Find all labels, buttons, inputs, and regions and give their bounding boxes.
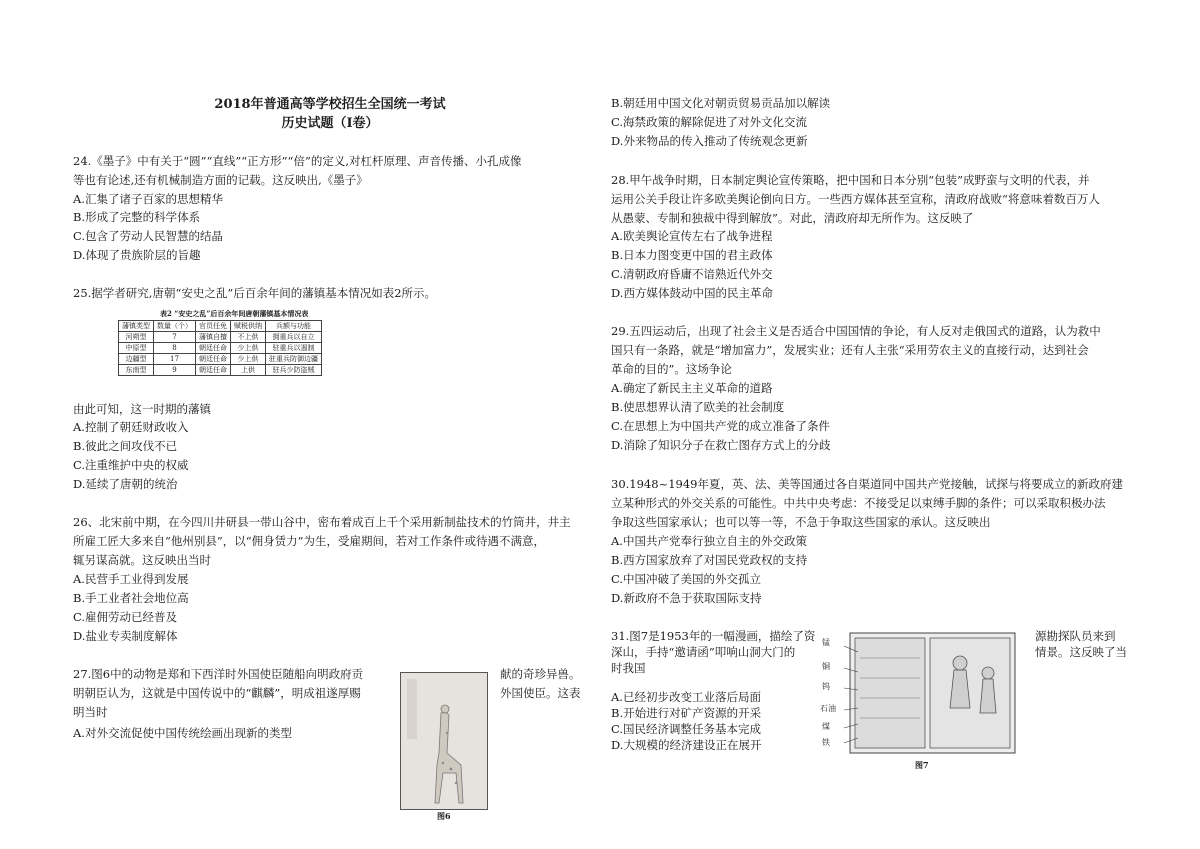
fig7-label-manganese: 锰 xyxy=(822,638,830,647)
table-cell: 上供 xyxy=(231,365,266,376)
figure-6-caption: 图6 xyxy=(437,811,451,821)
table-cell: 河朔型 xyxy=(119,332,154,343)
q31-stem-line1-right: 源勘探队员来到 xyxy=(1035,629,1116,643)
q31-option-d: D.大规模的经济建设正在展开 xyxy=(611,738,762,752)
q24-option-a: A.汇集了诸子百家的思想精华 xyxy=(73,192,223,206)
table-cell: 少上供 xyxy=(231,343,266,354)
table-header-row xyxy=(119,321,322,332)
q25-stem: 25.据学者研究,唐朝“安史之乱”后百余年间的藩镇基本情况如表2所示。 xyxy=(73,286,437,300)
q25-option-a: A.控制了朝廷财政收入 xyxy=(73,420,189,434)
q27-option-d: D.外来物品的传入推动了传统观念更新 xyxy=(611,134,808,148)
q27-stem-line2-right: 外国使臣。这表 xyxy=(500,686,581,700)
q28-option-a: A.欧美舆论宣传左右了战争进程 xyxy=(611,229,773,243)
fig7-label-copper: 铜 xyxy=(822,662,830,671)
q30-stem-line2: 立某种形式的外交关系的可能性。中共中央考虑：不接受足以束缚手脚的条件；可以采取积极办法 xyxy=(611,496,1106,510)
q25-option-b: B.彼此之间攻伐不已 xyxy=(73,439,178,453)
table-cell: 边疆型 xyxy=(119,354,154,365)
giraffe-illustration xyxy=(401,673,487,809)
table-cell: 朝廷任命 xyxy=(196,354,231,365)
cartoon-illustration xyxy=(820,628,1020,758)
q26-stem-line2: 所雇工匠大多来自“他州别县”，以“佣身赁力”为生，受雇期间，若对工作条件或待遇不满意， xyxy=(73,534,546,548)
table-header-cell: 官员任免 xyxy=(196,321,231,332)
table-cell: 不上供 xyxy=(231,332,266,343)
q29-stem-line1: 29.五四运动后，出现了社会主义是否适合中国国情的争论，有人反对走俄国式的道路，认为救中 xyxy=(611,324,1101,338)
q26-option-c: C.雇佣劳动已经普及 xyxy=(73,610,178,624)
q26-option-b: B.手工业者社会地位高 xyxy=(73,591,189,605)
table-row xyxy=(119,365,322,376)
q25-option-c: C.注重维护中央的权威 xyxy=(73,458,189,472)
q27-stem-line3: 明当时 xyxy=(73,705,108,719)
table-row xyxy=(119,343,322,354)
q29-option-c: C.在思想上为中国共产党的成立准备了条件 xyxy=(611,419,831,433)
table-header-cell: 赋税供纳 xyxy=(231,321,266,332)
table-cell: 拥重兵以自立 xyxy=(266,332,322,343)
table-cell: 17 xyxy=(154,354,196,365)
fig7-label-coal: 煤 xyxy=(822,722,830,731)
q25-follow: 由此可知，这一时期的藩镇 xyxy=(73,402,211,416)
q31-stem-line1: 31.图7是1953年的一幅漫画，描绘了资 xyxy=(611,629,816,643)
fig7-label-oil: 石油 xyxy=(820,704,836,713)
q31-stem-line2: 深山，手持“邀请函”叩响山洞大门的 xyxy=(611,645,796,659)
q28-option-d: D.西方媒体鼓动中国的民主革命 xyxy=(611,286,773,300)
table-cell: 藩镇自擅 xyxy=(196,332,231,343)
q24-stem-line1: 24.《墨子》中有关于“圆”“直线”“正方形”“倍”的定义,对杠杆原理、声音传播、小孔成像 xyxy=(73,154,522,168)
figure-7-cartoon xyxy=(820,628,1020,758)
q29-option-d: D.消除了知识分子在救亡图存方式上的分歧 xyxy=(611,438,831,452)
q26-stem-line1: 26、北宋前中期，在今四川井研县一带山谷中，密布着成百上千个采用新制盐技术的竹筒井，井主 xyxy=(73,515,571,529)
exam-subtitle: 历史试题（Ⅰ卷） xyxy=(281,116,379,131)
q30-option-a: A.中国共产党奉行独立自主的外交政策 xyxy=(611,534,807,548)
q24-option-b: B.形成了完整的科学体系 xyxy=(73,210,201,224)
q27-stem-line1: 27.图6中的动物是郑和下西洋时外国使臣随船向明政府贡 xyxy=(73,667,364,681)
q31-option-c: C.国民经济调整任务基本完成 xyxy=(611,722,762,736)
q31-option-a: A.已经初步改变工业落后局面 xyxy=(611,690,761,704)
table-cell: 驻兵少防盗贼 xyxy=(266,365,322,376)
exam-title: 2018年普通高等学校招生全国统一考试 xyxy=(214,97,446,112)
table-cell: 驻重兵防御边疆 xyxy=(266,354,322,365)
fig7-label-tungsten: 钨 xyxy=(822,682,830,691)
q27-option-a: A.对外交流促使中国传统绘画出现新的类型 xyxy=(73,726,292,740)
table-header-cell: 数量（个） xyxy=(154,321,196,332)
q26-option-d: D.盐业专卖制度解体 xyxy=(73,629,178,643)
q30-option-b: B.西方国家放弃了对国民党政权的支持 xyxy=(611,553,808,567)
table-cell: 9 xyxy=(154,365,196,376)
table-cell: 朝廷任命 xyxy=(196,365,231,376)
q26-option-a: A.民营手工业得到发展 xyxy=(73,572,189,586)
figure-7-caption: 图7 xyxy=(915,760,929,770)
table-header-cell: 兵额与功能 xyxy=(266,321,322,332)
q28-option-c: C.清朝政府昏庸不谙熟近代外交 xyxy=(611,267,773,281)
q28-stem-line3: 从愚蒙、专制和独裁中得到解放”。对此，清政府却无所作为。这反映了 xyxy=(611,211,974,225)
table-cell: 7 xyxy=(154,332,196,343)
table-cell: 朝廷任命 xyxy=(196,343,231,354)
figure-6-painting xyxy=(400,672,488,810)
table-row xyxy=(119,332,322,343)
table-cell: 8 xyxy=(154,343,196,354)
q28-option-b: B.日本力图变更中国的君主政体 xyxy=(611,248,773,262)
table-header-cell: 藩镇类型 xyxy=(119,321,154,332)
table-cell: 中原型 xyxy=(119,343,154,354)
fig7-label-iron: 铁 xyxy=(822,738,830,747)
q24-option-d: D.体现了贵族阶层的旨趣 xyxy=(73,248,201,262)
q30-stem-line1: 30.1948~1949年夏，英、法、美等国通过各自渠道同中国共产党接触，试探与将要成立的新政府建 xyxy=(611,477,1123,491)
q25-table-caption: 表2 “安史之乱”后百余年间唐朝藩镇基本情况表 xyxy=(160,309,309,318)
q30-option-d: D.新政府不急于获取国际支持 xyxy=(611,591,762,605)
q24-option-c: C.包含了劳动人民智慧的结晶 xyxy=(73,229,224,243)
q27-option-b: B.朝廷用中国文化对朝贡贸易贡品加以解读 xyxy=(611,96,831,110)
q25-table xyxy=(118,320,322,376)
q31-stem-line3: 时我国 xyxy=(611,661,646,675)
q27-stem-line1-right: 献的奇珍异兽。 xyxy=(500,667,581,681)
table-cell: 少上供 xyxy=(231,354,266,365)
q26-stem-line3: 辄另谋高就。这反映出当时 xyxy=(73,553,211,567)
q29-option-b: B.使思想界认清了欧美的社会制度 xyxy=(611,400,785,414)
q29-stem-line2: 国只有一条路，就是“增加富力”，发展实业；还有人主张“采用劳农主义的直接行动，达到社会 xyxy=(611,343,1089,357)
table-cell: 东南型 xyxy=(119,365,154,376)
q29-stem-line3: 革命的目的”。这场争论 xyxy=(611,362,732,376)
q31-option-b: B.开始进行对矿产资源的开采 xyxy=(611,706,762,720)
table-cell: 驻重兵以遏制 xyxy=(266,343,322,354)
q28-stem-line2: 运用公关手段让许多欧美舆论倒向日方。一些西方媒体甚至宣称，清政府战败“将意味着数百万人 xyxy=(611,192,1100,206)
q28-stem-line1: 28.甲午战争时期，日本制定舆论宣传策略，把中国和日本分别“包装”成野蛮与文明的代表，并 xyxy=(611,173,1090,187)
q31-stem-line2-right: 情景。这反映了当 xyxy=(1035,645,1127,659)
q27-stem-line2: 明朝臣认为，这就是中国传说中的“麒麟”，明成祖遂厚赐 xyxy=(73,686,361,700)
q30-option-c: C.中国冲破了美国的外交孤立 xyxy=(611,572,762,586)
q30-stem-line3: 争取这些国家承认；也可以等一等，不急于争取这些国家的承认。这反映出 xyxy=(611,515,991,529)
q25-option-d: D.延续了唐朝的统治 xyxy=(73,477,178,491)
q24-stem-line2: 等也有论述,还有机械制造方面的记载。这反映出,《墨子》 xyxy=(73,173,368,187)
table-row xyxy=(119,354,322,365)
q27-option-c: C.海禁政策的解除促进了对外文化交流 xyxy=(611,115,808,129)
q29-option-a: A.确定了新民主主义革命的道路 xyxy=(611,381,773,395)
